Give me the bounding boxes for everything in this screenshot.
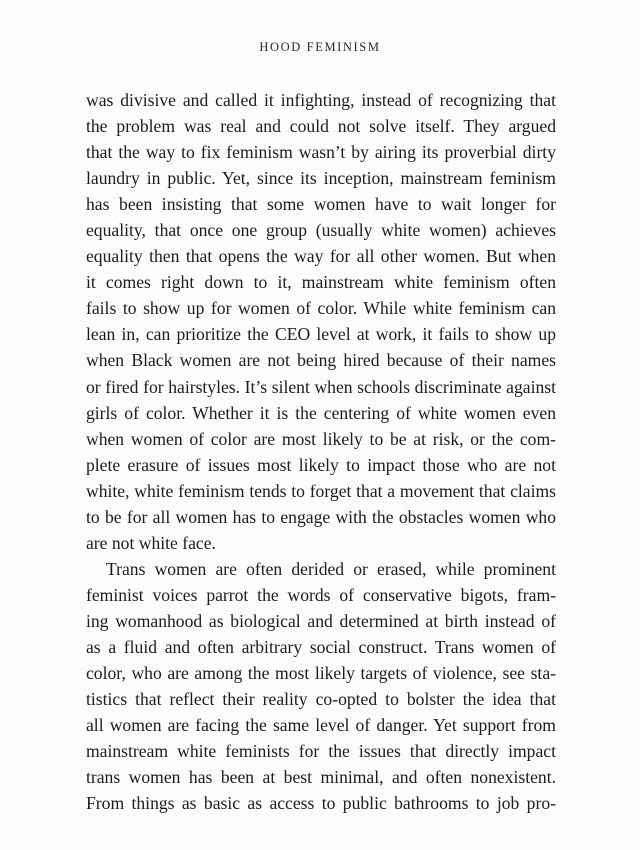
text-line: color, who are among the most likely targets of violence, see sta- (86, 663, 556, 684)
text-line: white, white feminism tends to forget that a movement that claims (86, 480, 556, 501)
text-line: mainstream white feminists for the issues that directly impact (86, 741, 556, 762)
text-line: when women of color are most likely to be at risk, or the com- (86, 428, 556, 449)
text-line: it comes right down to it, mainstream white feminism often (86, 272, 556, 293)
text-line: when Black women are not being hired because of their names (86, 350, 556, 371)
text-line: the problem was real and could not solve itself. They argued (86, 116, 556, 137)
text-line: has been insisting that some women have to wait longer for (86, 194, 556, 215)
text-line: From things as basic as access to public bathrooms to job pro- (86, 793, 556, 814)
paragraph-2 (86, 556, 556, 816)
text-line: all women are facing the same level of danger. Yet support from (86, 715, 556, 736)
text-line: are not white face. (86, 532, 216, 553)
text-line: ing womanhood as biological and determined at birth instead of (86, 610, 556, 631)
text-line: tistics that reflect their reality co-opted to bolster the idea that (86, 689, 556, 710)
text-line: feminist voices parrot the words of conservative bigots, fram- (86, 584, 556, 605)
text-line: to be for all women has to engage with the obstacles women who (86, 506, 556, 527)
running-head: HOOD FEMINISM (259, 40, 381, 54)
text-line: laundry in public. Yet, since its inception, mainstream feminism (86, 168, 556, 189)
text-line: plete erasure of issues most likely to impact those who are not (86, 454, 556, 475)
text-line: as a fluid and often arbitrary social construct. Trans women of (86, 636, 556, 657)
text-line: lean in, can prioritize the CEO level at work, it fails to show up (86, 324, 556, 345)
text-line: equality, that once one group (usually white women) achieves (86, 220, 556, 241)
text-line: trans women has been at best minimal, and often nonexistent. (86, 767, 556, 788)
text-line: or fired for hairstyles. It’s silent when schools discriminate against (86, 376, 556, 397)
text-line: fails to show up for women of color. While white feminism can (86, 298, 556, 319)
text-line: equality then that opens the way for all other women. But when (86, 246, 556, 267)
text-line: was divisive and called it infighting, instead of recognizing that (86, 90, 556, 110)
text-line: that the way to fix feminism wasn’t by airing its proverbial dirty (86, 142, 556, 163)
text-line: girls of color. Whether it is the centering of white women even (86, 402, 556, 423)
text-line: Trans women are often derided or erased, while prominent (106, 558, 556, 579)
paragraph-1 (86, 87, 556, 556)
body-text (86, 87, 556, 816)
